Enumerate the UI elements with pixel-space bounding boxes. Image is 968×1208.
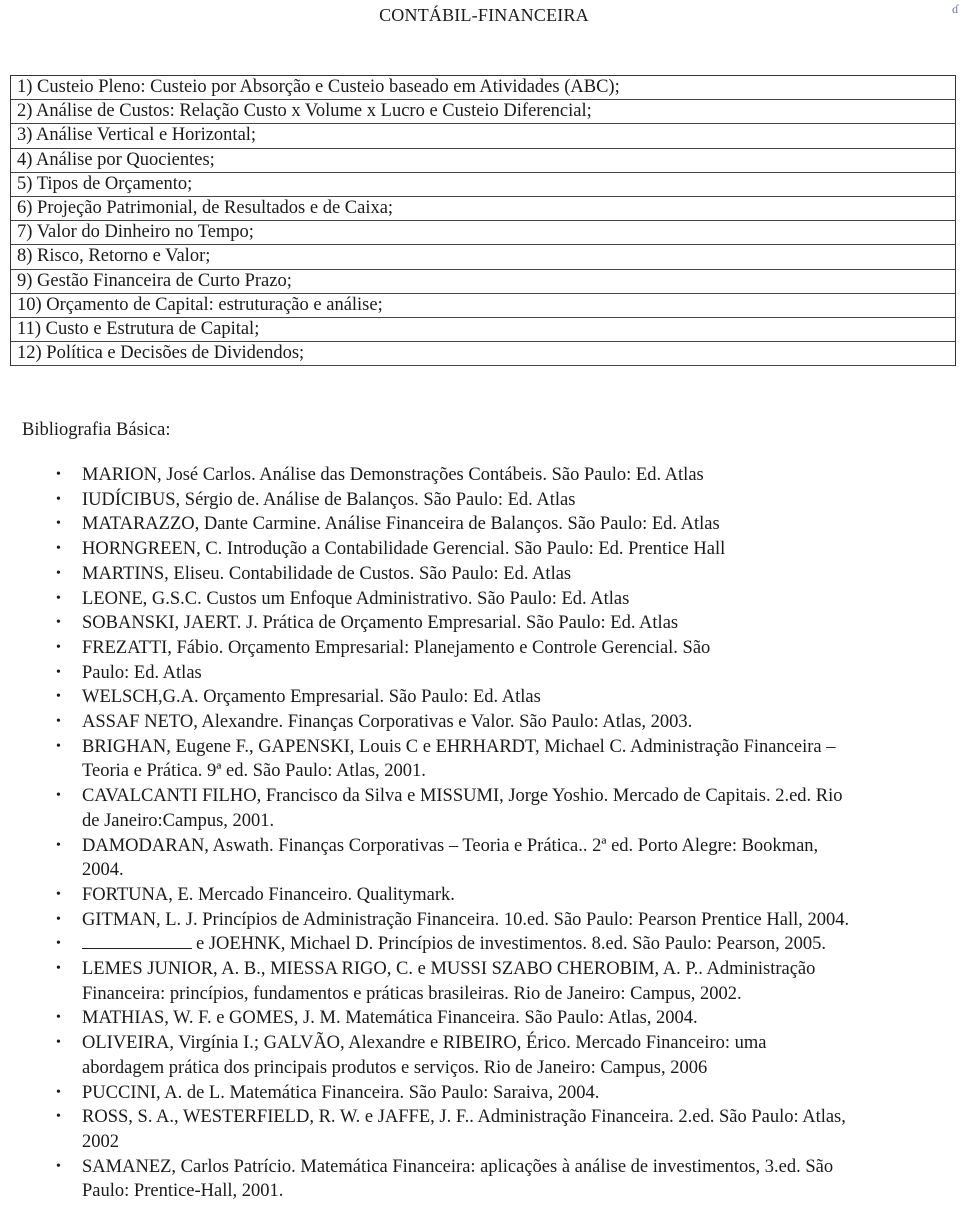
reference-line: 2004. (82, 860, 124, 881)
reference-line: SAMANEZ, Carlos Patrício. Matemática Financeira: aplicações à análise de investimentos, 3.ed. São (82, 1156, 834, 1177)
bibliography-item (0, 957, 968, 1006)
bibliography-item (0, 587, 968, 612)
bibliography-item (0, 908, 968, 933)
bibliography-item (0, 735, 968, 784)
reference-line: OLIVEIRA, Virgínia I.; GALVÃO, Alexandre e RIBEIRO, Érico. Mercado Financeiro: uma (82, 1033, 767, 1054)
bullet-icon: • (56, 1010, 61, 1026)
bibliography-item (0, 1006, 968, 1031)
topic-row: 9) Gestão Financeira de Curto Prazo; (11, 270, 955, 294)
topic-row: 7) Valor do Dinheiro no Tempo; (11, 221, 955, 245)
document-title: CONTÁBIL-FINANCEIRA (379, 5, 589, 25)
bullet-icon: • (56, 837, 61, 853)
bibliography-item (0, 611, 968, 636)
bullet-icon: • (56, 491, 61, 507)
bibliography-item (0, 661, 968, 686)
bibliography-item (0, 537, 968, 562)
bibliography-item (0, 883, 968, 908)
reference-line: IUDÍCIBUS, Sérgio de. Análise de Balanços. São Paulo: Ed. Atlas (82, 489, 576, 510)
bullet-icon: • (56, 664, 61, 680)
reference-line: MARTINS, Eliseu. Contabilidade de Custos. São Paulo: Ed. Atlas (82, 563, 572, 584)
bullet-icon: • (56, 1158, 61, 1174)
reference-line: FORTUNA, E. Mercado Financeiro. Qualitymark. (82, 884, 455, 905)
reference-line: LEMES JUNIOR, A. B., MIESSA RIGO, C. e MUSSI SZABO CHEROBIM, A. P.. Administração (82, 959, 816, 980)
bullet-icon: • (56, 936, 61, 952)
reference-line (82, 932, 950, 957)
topic-row: 12) Política e Decisões de Dividendos; (11, 342, 955, 366)
author-blank-line (82, 932, 192, 949)
reference-line: PUCCINI, A. de L. Matemática Financeira. São Paulo: Saraiva, 2004. (82, 1082, 600, 1103)
bibliography-item (0, 463, 968, 488)
bullet-icon: • (56, 1084, 61, 1100)
topic-row: 8) Risco, Retorno e Valor; (11, 245, 955, 269)
reference-line: MATHIAS, W. F. e GOMES, J. M. Matemática Financeira. São Paulo: Atlas, 2004. (82, 1008, 698, 1029)
bullet-icon: • (56, 886, 61, 902)
corner-pen-mark: ɗ (952, 2, 958, 16)
reference-line: MATARAZZO, Dante Carmine. Análise Financeira de Balanços. São Paulo: Ed. Atlas (82, 514, 720, 535)
bullet-icon: • (56, 961, 61, 977)
bibliography-heading: Bibliografia Básica: (22, 420, 171, 440)
bibliography-item (0, 488, 968, 513)
topic-row: 2) Análise de Custos: Relação Custo x Volume x Lucro e Custeio Diferencial; (11, 100, 955, 124)
reference-line: DAMODARAN, Aswath. Finanças Corporativas – Teoria e Prática.. 2ª ed. Porto Alegre: Bookman, (82, 835, 819, 856)
bullet-icon: • (56, 467, 61, 482)
topic-row: 3) Análise Vertical e Horizontal; (11, 124, 955, 148)
bibliography-item (0, 1105, 968, 1154)
bullet-icon: • (56, 565, 61, 581)
topic-row: 1) Custeio Pleno: Custeio por Absorção e Custeio baseado em Atividades (ABC); (11, 76, 955, 100)
bullet-icon: • (56, 788, 61, 804)
bullet-icon: • (56, 590, 61, 606)
topic-row: 10) Orçamento de Capital: estruturação e análise; (11, 294, 955, 318)
bibliography-item (0, 834, 968, 883)
bullet-icon: • (56, 1035, 61, 1051)
bullet-icon: • (56, 615, 61, 631)
reference-line: LEONE, G.S.C. Custos um Enfoque Administrativo. São Paulo: Ed. Atlas (82, 588, 630, 609)
bibliography-item (0, 512, 968, 537)
reference-line: WELSCH,G.A. Orçamento Empresarial. São Paulo: Ed. Atlas (82, 687, 541, 708)
topic-row: 4) Análise por Quocientes; (11, 149, 955, 173)
reference-line: SOBANSKI, JAERT. J. Prática de Orçamento Empresarial. São Paulo: Ed. Atlas (82, 613, 679, 634)
bullet-icon: • (56, 1109, 61, 1125)
topic-row: 11) Custo e Estrutura de Capital; (11, 318, 955, 342)
reference-line: BRIGHAN, Eugene F., GAPENSKI, Louis C e EHRHARDT, Michael C. Administração Financeira – (82, 736, 836, 757)
bibliography-item (0, 710, 968, 735)
bibliography-item (0, 1031, 968, 1080)
topics-table (10, 75, 956, 366)
reference-line: Financeira: princípios, fundamentos e práticas brasileiras. Rio de Janeiro: Campus, 2002. (82, 983, 742, 1004)
reference-line: Teoria e Prática. 9ª ed. São Paulo: Atlas, 2001. (82, 761, 426, 782)
bullet-icon: • (56, 639, 61, 655)
reference-line: abordagem prática dos principais produtos e serviços. Rio de Janeiro: Campus, 2006 (82, 1057, 708, 1078)
reference-line: ASSAF NETO, Alexandre. Finanças Corporativas e Valor. São Paulo: Atlas, 2003. (82, 712, 693, 733)
bibliography-list (0, 463, 968, 1204)
reference-text: e JOEHNK, Michael D. Princípios de investimentos. 8.ed. São Paulo: Pearson, 2005. (196, 934, 826, 955)
reference-line: ROSS, S. A., WESTERFIELD, R. W. e JAFFE, J. F.. Administração Financeira. 2.ed. São Paulo: Atlas, (82, 1107, 846, 1128)
bibliography-item (0, 932, 968, 957)
bullet-icon: • (56, 689, 61, 705)
bullet-icon: • (56, 738, 61, 754)
bibliography-item (0, 562, 968, 587)
reference-line: Paulo: Ed. Atlas (82, 662, 202, 683)
topic-row: 6) Projeção Patrimonial, de Resultados e de Caixa; (11, 197, 955, 221)
bibliography-item (0, 636, 968, 661)
bullet-icon: • (56, 516, 61, 532)
topic-row: 5) Tipos de Orçamento; (11, 173, 955, 197)
reference-line: FREZATTI, Fábio. Orçamento Empresarial: Planejamento e Controle Gerencial. São (82, 637, 711, 658)
reference-line: 2002 (82, 1131, 119, 1152)
bibliography-item (0, 784, 968, 833)
reference-line: de Janeiro:Campus, 2001. (82, 810, 275, 831)
reference-line: MARION, José Carlos. Análise das Demonstrações Contábeis. São Paulo: Ed. Atlas (82, 465, 704, 485)
bibliography-item (0, 685, 968, 710)
reference-line: HORNGREEN, C. Introdução a Contabilidade Gerencial. São Paulo: Ed. Prentice Hall (82, 539, 726, 560)
reference-line: Paulo: Prentice-Hall, 2001. (82, 1181, 284, 1202)
bibliography-item (0, 1081, 968, 1106)
bullet-icon: • (56, 911, 61, 927)
bibliography-item (0, 1155, 968, 1204)
bullet-icon: • (56, 541, 61, 557)
reference-line: CAVALCANTI FILHO, Francisco da Silva e MISSUMI, Jorge Yoshio. Mercado de Capitais. 2.ed. Rio (82, 786, 843, 807)
bullet-icon: • (56, 714, 61, 730)
reference-line: GITMAN, L. J. Princípios de Administração Financeira. 10.ed. São Paulo: Pearson Prentice Hall, 2004. (82, 909, 850, 930)
